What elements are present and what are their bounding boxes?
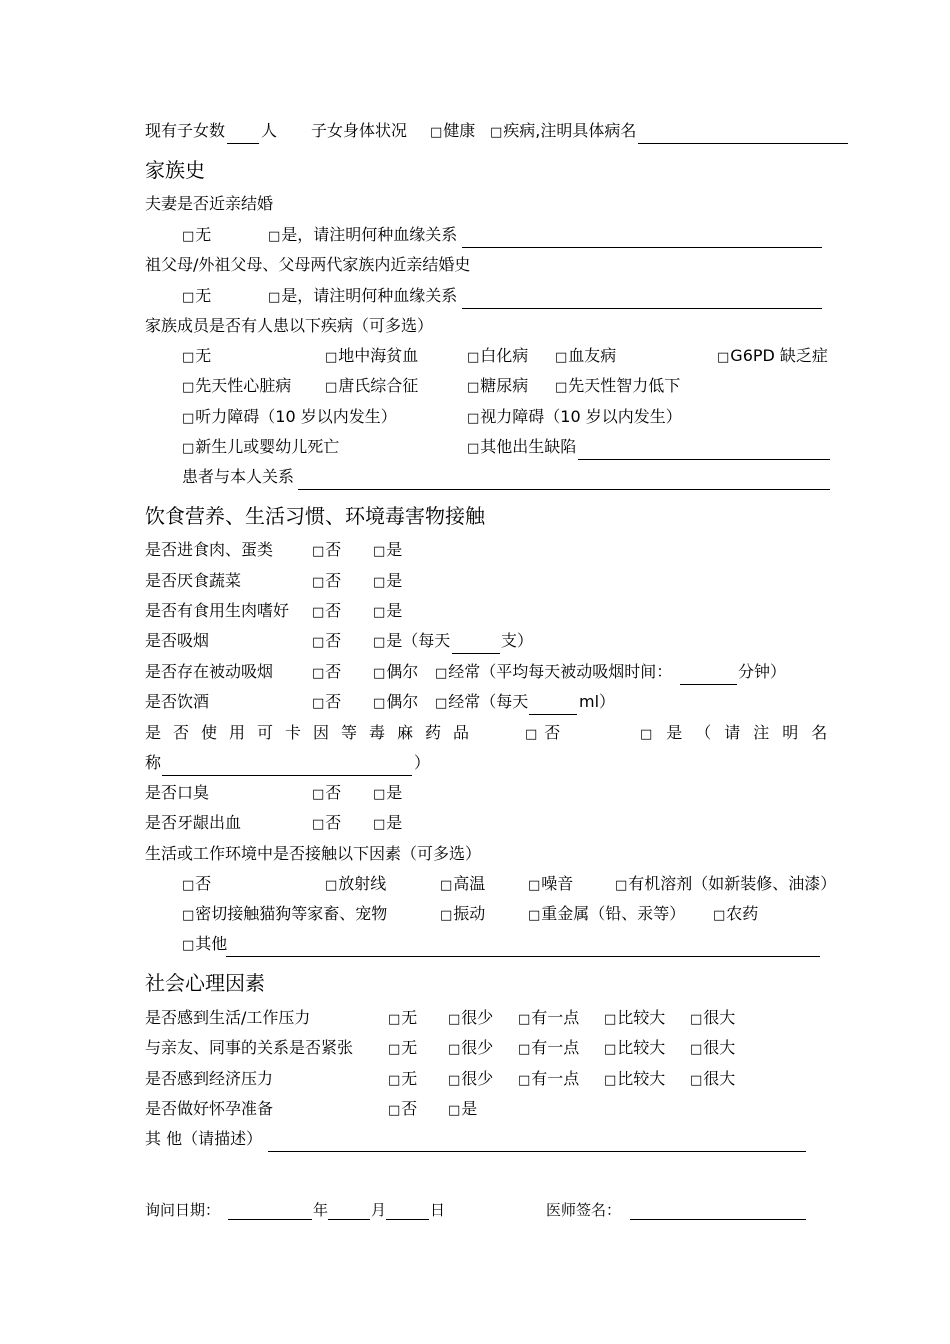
checkbox[interactable]: □ <box>430 125 443 140</box>
date-day: 日 <box>430 1203 446 1219</box>
level-option[interactable]: □无 <box>388 1069 418 1088</box>
q-breath: 是否口臭 <box>145 783 210 802</box>
level-option[interactable]: □比较大 <box>604 1008 666 1027</box>
level-option[interactable]: □很大 <box>690 1069 736 1088</box>
level-option[interactable]: □无 <box>388 1038 418 1057</box>
ready-no[interactable]: □否 <box>388 1099 418 1118</box>
drug-name-field[interactable] <box>162 757 412 776</box>
disease-option[interactable]: □血友病 <box>555 346 617 365</box>
disease-option[interactable]: □地中海贫血 <box>325 346 419 365</box>
q-passive: 是否存在被动吸烟 <box>145 662 274 681</box>
level-option[interactable]: □很大 <box>690 1008 736 1027</box>
disease-option[interactable]: □听力障碍（10 岁以内发生） <box>182 407 397 426</box>
level-option[interactable]: □很少 <box>448 1008 494 1027</box>
level-option[interactable]: □比较大 <box>604 1038 666 1057</box>
q-diseases: 家族成员是否有人患以下疾病（可多选） <box>145 316 434 335</box>
level-option[interactable]: □无 <box>388 1008 418 1027</box>
smoke-unit: 支） <box>501 631 534 650</box>
children-healthy-option[interactable]: □健康 <box>430 121 476 140</box>
drink-occasional[interactable]: □偶尔 <box>373 692 419 711</box>
env-option[interactable]: □放射线 <box>325 874 387 893</box>
three-gen-field[interactable] <box>462 290 822 309</box>
q-drug: 是否使用可卡因等毒麻药品 <box>145 723 482 742</box>
veg-yes[interactable]: □是 <box>373 571 403 590</box>
q-veg: 是否厌食蔬菜 <box>145 571 242 590</box>
meat-no[interactable]: □否 <box>312 540 342 559</box>
q-work-pressure: 是否感到生活/工作压力 <box>145 1008 311 1027</box>
env-option[interactable]: □密切接触猫狗等家畜、宠物 <box>182 904 388 923</box>
drug-close: ） <box>414 753 431 772</box>
drink-unit: ml） <box>579 692 616 711</box>
drink-no[interactable]: □否 <box>312 692 342 711</box>
passive-often[interactable]: □经常（平均每天被动吸烟时间： <box>435 662 673 681</box>
disease-option[interactable]: □糖尿病 <box>467 376 529 395</box>
disease-option[interactable]: □新生儿或婴幼儿死亡 <box>182 437 340 456</box>
passive-minutes-unit: 分钟） <box>738 662 787 681</box>
env-option[interactable]: □高温 <box>440 874 486 893</box>
three-gen-yes[interactable]: □是，请注明何种血缘关系 <box>268 286 458 305</box>
disease-option[interactable]: □唐氏综合征 <box>325 376 419 395</box>
veg-no[interactable]: □否 <box>312 571 342 590</box>
children-count-field[interactable] <box>227 125 259 144</box>
disease-option[interactable]: □其他出生缺陷 <box>467 437 577 456</box>
lifestyle-title: 饮食营养、生活习惯、环境毒害物接触 <box>145 504 485 528</box>
passive-minutes-field[interactable] <box>680 666 737 685</box>
disease-option[interactable]: □先天性心脏病 <box>182 376 292 395</box>
children-count-label: 现有子女数 <box>145 121 226 140</box>
breath-no[interactable]: □否 <box>312 783 342 802</box>
consanguineous-none[interactable]: □无 <box>182 225 212 244</box>
q-money-pressure: 是否感到经济压力 <box>145 1069 274 1088</box>
other-defect-field[interactable] <box>578 441 830 460</box>
date-label: 询问日期： <box>145 1203 221 1219</box>
consanguineous-field[interactable] <box>462 229 822 248</box>
smoke-yes[interactable]: □是（每天 <box>373 631 451 650</box>
smoke-no[interactable]: □否 <box>312 631 342 650</box>
q-smoke: 是否吸烟 <box>145 631 210 650</box>
children-health-label: 子女身体状况 <box>311 121 408 140</box>
gum-yes[interactable]: □是 <box>373 813 403 832</box>
other-field[interactable] <box>268 1133 806 1152</box>
doctor-label: 医师签名： <box>546 1203 622 1219</box>
gum-no[interactable]: □否 <box>312 813 342 832</box>
q-raw: 是否有食用生肉嗜好 <box>145 601 290 620</box>
date-day-field[interactable] <box>386 1201 429 1220</box>
children-unit: 人 <box>261 121 278 140</box>
drink-amount-field[interactable] <box>529 696 577 715</box>
date-month: 月 <box>371 1203 387 1219</box>
three-gen-none[interactable]: □无 <box>182 286 212 305</box>
q-pregnancy-ready: 是否做好怀孕准备 <box>145 1099 274 1118</box>
psych-title: 社会心理因素 <box>145 971 265 995</box>
meat-yes[interactable]: □是 <box>373 540 403 559</box>
relation-label: 患者与本人关系 <box>182 467 295 486</box>
family-history-title: 家族史 <box>145 158 205 182</box>
env-other-field[interactable] <box>226 938 820 957</box>
q-gum: 是否牙龈出血 <box>145 813 242 832</box>
level-option[interactable]: □比较大 <box>604 1069 666 1088</box>
children-disease-option[interactable]: □疾病,注明具体病名 <box>490 121 637 140</box>
q-relation-tension: 与亲友、同事的关系是否紧张 <box>145 1038 354 1057</box>
q-consanguineous: 夫妻是否近亲结婚 <box>145 194 274 213</box>
level-option[interactable]: □有一点 <box>518 1008 580 1027</box>
date-year-field[interactable] <box>228 1201 312 1220</box>
env-option[interactable]: □农药 <box>713 904 759 923</box>
doctor-signature-field[interactable] <box>630 1201 806 1220</box>
env-option[interactable]: □有机溶剂（如新装修、油漆） <box>615 874 837 893</box>
drug-cont: 称 <box>145 753 162 772</box>
raw-yes[interactable]: □是 <box>373 601 403 620</box>
env-option[interactable]: □重金属（铅、汞等） <box>528 904 686 923</box>
other-label: 其 他（请描述） <box>145 1129 263 1148</box>
drink-often[interactable]: □经常（每天 <box>435 692 529 711</box>
passive-occasional[interactable]: □偶尔 <box>373 662 419 681</box>
q-three-gen: 祖父母/外祖父母、父母两代家族内近亲结婚史 <box>145 255 471 274</box>
disease-option[interactable]: □无 <box>182 346 212 365</box>
drug-no[interactable]: □否 <box>525 723 567 742</box>
env-option[interactable]: □噪音 <box>528 874 574 893</box>
date-month-field[interactable] <box>328 1201 370 1220</box>
level-option[interactable]: □很少 <box>448 1038 494 1057</box>
level-option[interactable]: □很大 <box>690 1038 736 1057</box>
disease-option[interactable]: □G6PD 缺乏症 <box>717 346 828 365</box>
ready-yes[interactable]: □是 <box>448 1099 478 1118</box>
relation-field[interactable] <box>298 471 830 490</box>
level-option[interactable]: □有一点 <box>518 1038 580 1057</box>
env-option[interactable]: □其他 <box>182 934 228 953</box>
disease-option[interactable]: □先天性智力低下 <box>555 376 681 395</box>
disease-option[interactable]: □视力障碍（10 岁以内发生） <box>467 407 682 426</box>
drug-yes[interactable]: □是（请注明名 <box>640 723 841 742</box>
breath-yes[interactable]: □是 <box>373 783 403 802</box>
smoke-count-field[interactable] <box>452 635 500 654</box>
level-option[interactable]: □很少 <box>448 1069 494 1088</box>
q-env: 生活或工作环境中是否接触以下因素（可多选） <box>145 844 482 863</box>
q-drink: 是否饮酒 <box>145 692 210 711</box>
env-option[interactable]: □振动 <box>440 904 486 923</box>
disease-option[interactable]: □白化病 <box>467 346 529 365</box>
raw-no[interactable]: □否 <box>312 601 342 620</box>
consanguineous-yes[interactable]: □是，请注明何种血缘关系 <box>268 225 458 244</box>
children-disease-field[interactable] <box>638 125 848 144</box>
env-option[interactable]: □否 <box>182 874 212 893</box>
level-option[interactable]: □有一点 <box>518 1069 580 1088</box>
checkbox[interactable]: □ <box>490 125 503 140</box>
date-year: 年 <box>313 1203 329 1219</box>
passive-no[interactable]: □否 <box>312 662 342 681</box>
q-meat: 是否进食肉、蛋类 <box>145 540 274 559</box>
